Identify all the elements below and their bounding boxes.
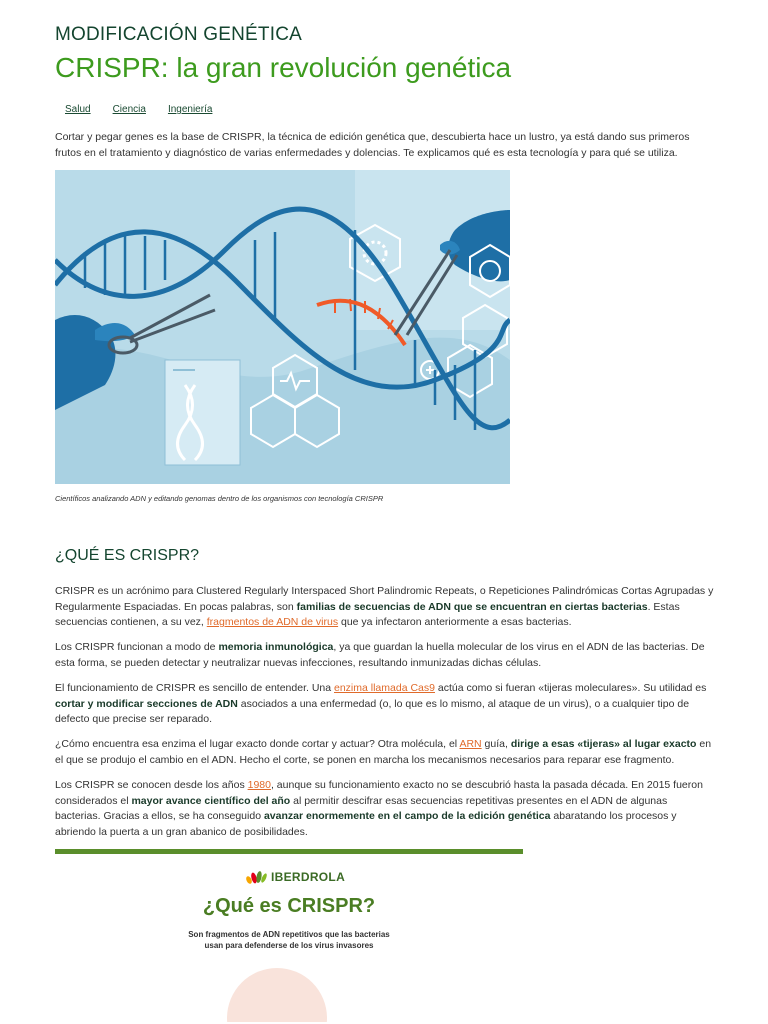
text: que ya infectaron anteriormente a esas bacterias. — [338, 616, 572, 628]
subtitle-line: usan para defenderse de los virus invasores — [204, 941, 374, 950]
tag-salud[interactable]: Salud — [65, 104, 91, 115]
tag-ciencia[interactable]: Ciencia — [112, 104, 146, 115]
article-intro: Cortar y pegar genes es la base de CRISPR, la técnica de edición genética que, descubierta hace un lustro, ya está dando sus primeros frutos en el tratamiento y diagnóstico de varias enfermedades y dolencias. Te explicamos qué es esta tecnología y para qué se utiliza. — [55, 131, 690, 159]
brand-name: IBERDROLA — [271, 870, 346, 884]
paragraph-1 — [55, 584, 715, 631]
bold-text: dirige a esas «tijeras» al lugar exacto — [510, 738, 697, 750]
text: El funcionamiento de CRISPR es sencillo de entender. Una — [55, 682, 334, 694]
bold-text: familias de secuencias de ADN que se encuentran en ciertas bacterias — [296, 600, 648, 613]
image-caption: Científicos analizando ADN y editando genomas dentro de los organismos con tecnología CRISPR — [55, 494, 384, 503]
paragraph-2 — [55, 640, 715, 671]
link-enzima-cas9[interactable]: enzima llamada Cas9 — [334, 682, 435, 694]
iberdrola-logo — [245, 869, 345, 885]
infographic-title: ¿Qué es CRISPR? — [202, 895, 376, 917]
text: actúa como si fueran «tijeras moleculares». Su utilidad es — [434, 682, 707, 694]
text: en el que se produjo el cambio en el ADN. Hecho el corte, se ponen en marcha los mecanismos necesarios para reparar ese fragmento. — [55, 738, 712, 766]
bold-text: cortar y modificar secciones de ADN — [55, 697, 238, 710]
text: Los CRISPR funcionan a modo de — [55, 641, 219, 653]
tag-ingenieria[interactable]: Ingeniería — [167, 104, 213, 115]
iberdrola-leaf-icon — [245, 869, 267, 885]
text: asociados a una enfermedad (o, lo que es lo mismo, al ataque de un virus), o a cualquier tipo de defecto que precise ser reparado. — [55, 697, 690, 725]
text: guía, — [481, 738, 511, 750]
hero-illustration — [55, 170, 510, 484]
bold-text: mayor avance científico del año — [131, 794, 291, 807]
decorative-circle — [227, 968, 327, 1022]
text: , ya que guardan la huella molecular de los virus en el ADN de las bacterias. De esta forma, se pueden detectar y neutralizar nuevas infecciones, resultando inmunizadas dichas células. — [55, 641, 705, 669]
text: CRISPR es un acrónimo para Clustered Regularly Interspaced Short Palindromic Repeats, o Repeticiones Palindrómicas Cortas Agrupadas y Regularmente Espaciadas. En pocas palabras, son — [55, 585, 714, 613]
crispr-illustration — [55, 170, 510, 484]
page-title: CRISPR: la gran revolución genética — [55, 52, 512, 83]
text: . Estas secuencias contienen, a su vez, — [55, 600, 680, 628]
article-kicker: MODIFICACIÓN GENÉTICA — [55, 24, 302, 45]
banner-top-bar — [55, 849, 523, 854]
link-1980[interactable]: 1980 — [247, 779, 271, 791]
infographic-banner[interactable] — [55, 822, 523, 1022]
paragraph-3 — [55, 681, 715, 728]
section-heading: ¿QUÉ ES CRISPR? — [55, 547, 200, 564]
subtitle-line: Son fragmentos de ADN repetitivos que las bacterias — [188, 930, 390, 939]
infographic-subtitle — [155, 929, 423, 951]
link-arn[interactable]: ARN — [459, 738, 482, 750]
text: abaratando los procesos y abriendo la puerta a un gran abanico de posibilidades. — [55, 810, 677, 838]
bold-text: avanzar enormemente en el campo de la edición genética — [263, 810, 551, 822]
tag-list — [65, 104, 212, 115]
text: Los CRISPR se conocen desde los años — [55, 779, 248, 791]
text: , aunque su funcionamiento exacto no se descubrió hasta la pasada década. En 2015 fueron considerados el — [55, 779, 703, 807]
paragraph-4 — [55, 737, 715, 768]
link-adn-virus[interactable]: fragmentos de ADN de virus — [206, 616, 339, 628]
text: ¿Cómo encuentra esa enzima el lugar exacto donde cortar y actuar? Otra molécula, el — [55, 738, 460, 750]
bold-text: memoria inmunológica — [218, 641, 334, 653]
text: al permitir descifrar esas secuencias repetitivas presentes en el ADN de algunas bacterias. Gracias a ellos, se ha conseguido — [55, 794, 668, 822]
